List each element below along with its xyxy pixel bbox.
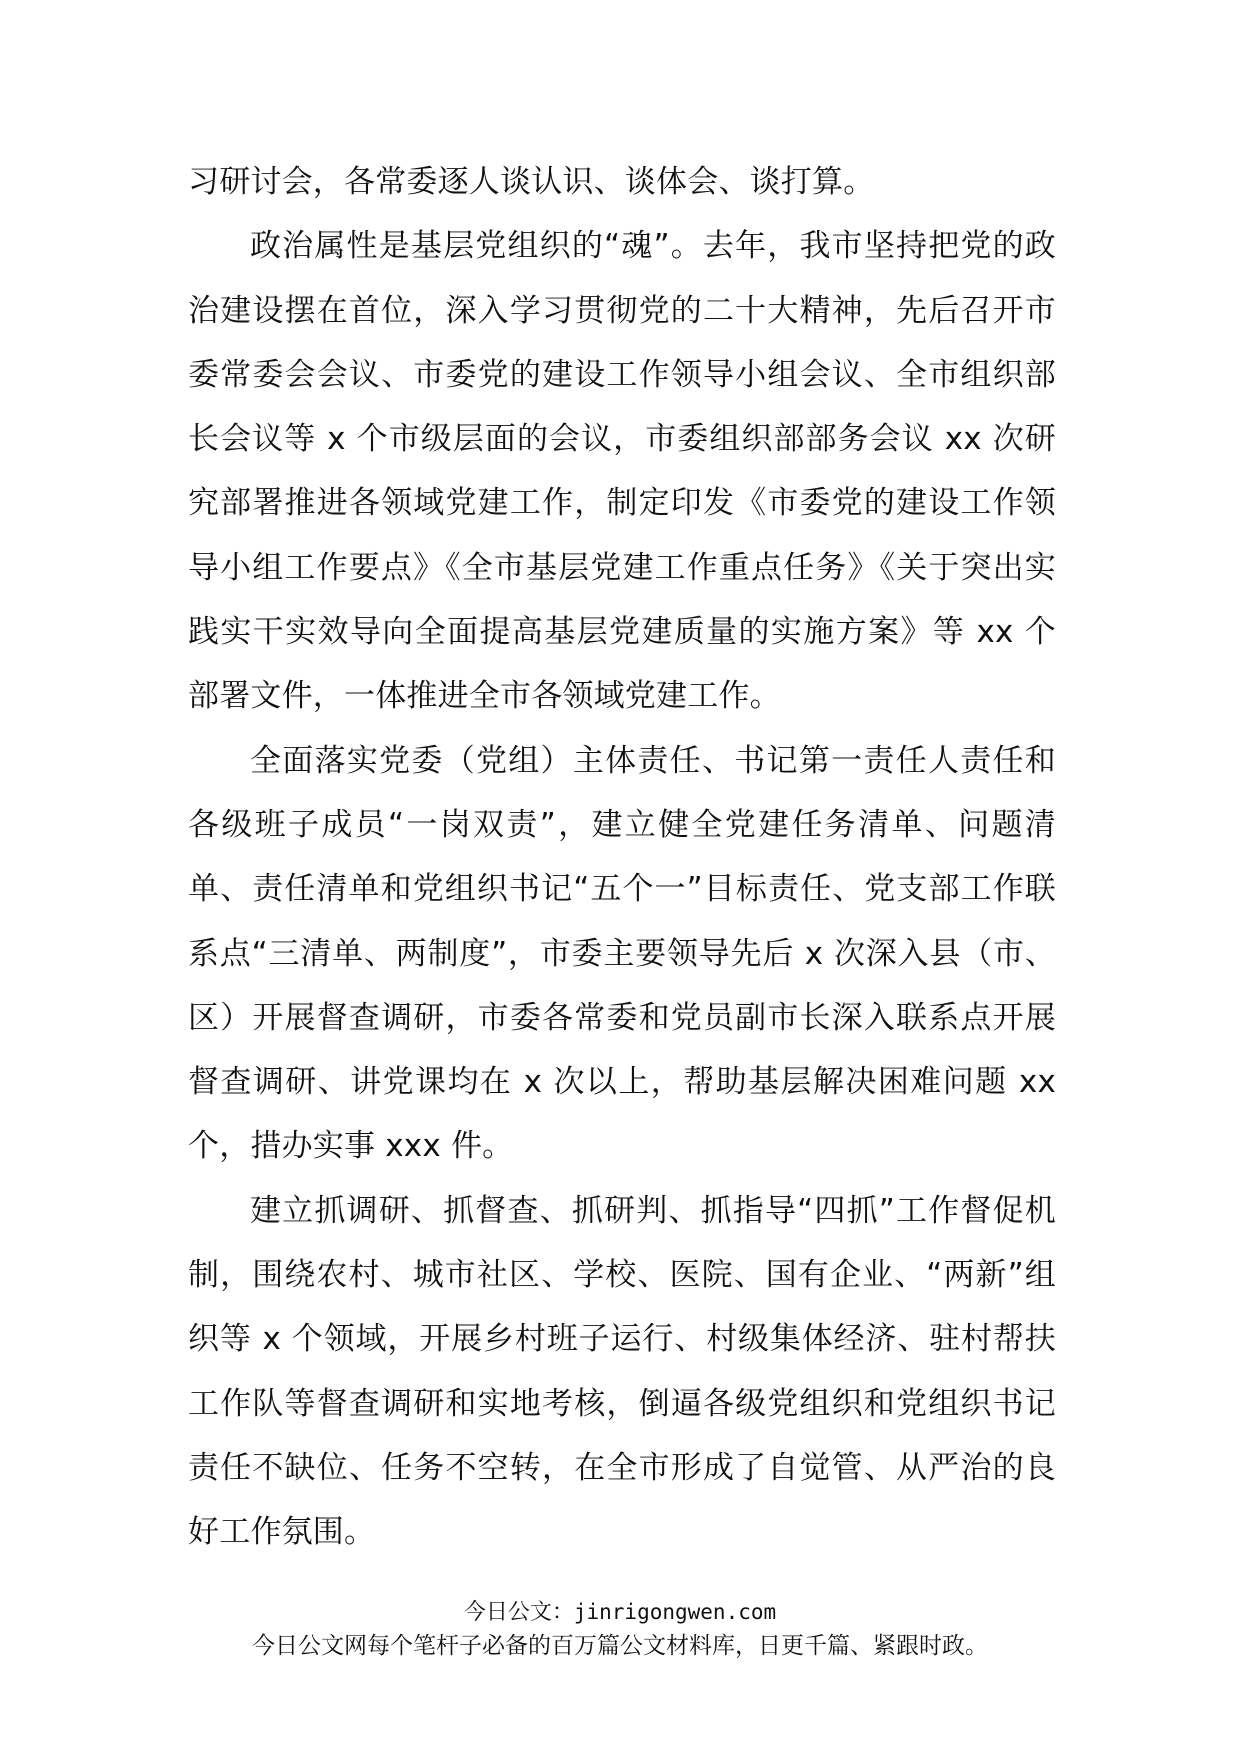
paragraph-political-attribute: 政治属性是基层党组织的“魂”。去年，我市坚持把党的政治建设摆在首位，深入学习贯彻党的二十大精神，先后召开市委常委会会议、市委党的建设工作领导小组会议、全市组织部长会议等 x 个市级层面的会议，市委组织部部务会议 xx 次研究部署推进各领域党建工作，制定印发《市委党的建设工作领导小组工作要点》《全市基层党建工作重点任务》《关于突出实践实干实效导向全面提高基层党建质量的实施方案》等 xx 个部署文件，一体推进全市各领域党建工作。 — [188, 228, 1056, 715]
paragraph-continued: 习研讨会，各常委逐人谈认识、谈体会、谈打算。 — [188, 164, 875, 200]
footer-label: 今日公文： — [463, 1600, 574, 1625]
document-body — [188, 150, 1056, 1565]
footer-site-link[interactable]: jinrigongwen.com — [573, 1600, 777, 1624]
paragraph-supervision-mechanism: 建立抓调研、抓督查、抓研判、抓指导“四抓”工作督促机制，围绕农村、城市社区、学校、医院、国有企业、“两新”组织等 x 个领域，开展乡村班子运行、村级集体经济、驻村帮扶工作队等督查调研和实地考核，倒逼各级党组织和党组织书记责任不缺位、任务不空转，在全市形成了自觉管、从严治的良好工作氛围。 — [188, 1192, 1056, 1551]
paragraph-responsibility: 全面落实党委（党组）主体责任、书记第一责任人责任和各级班子成员“一岗双责”，建立健全党建任务清单、问题清单、责任清单和党组织书记“五个一”目标责任、党支部工作联系点“三清单、两制度”，市委主要领导先后 x 次深入县（市、区）开展督查调研，市委各常委和党员副市长深入联系点开展督查调研、讲党课均在 x 次以上，帮助基层解决困难问题 xx 个，措办实事 xxx 件。 — [188, 742, 1056, 1165]
footer-slogan: 今日公文网每个笔杆子必备的百万篇公文材料库，日更千篇、紧跟时政。 — [252, 1633, 988, 1659]
footer-site-line — [0, 1597, 1240, 1628]
